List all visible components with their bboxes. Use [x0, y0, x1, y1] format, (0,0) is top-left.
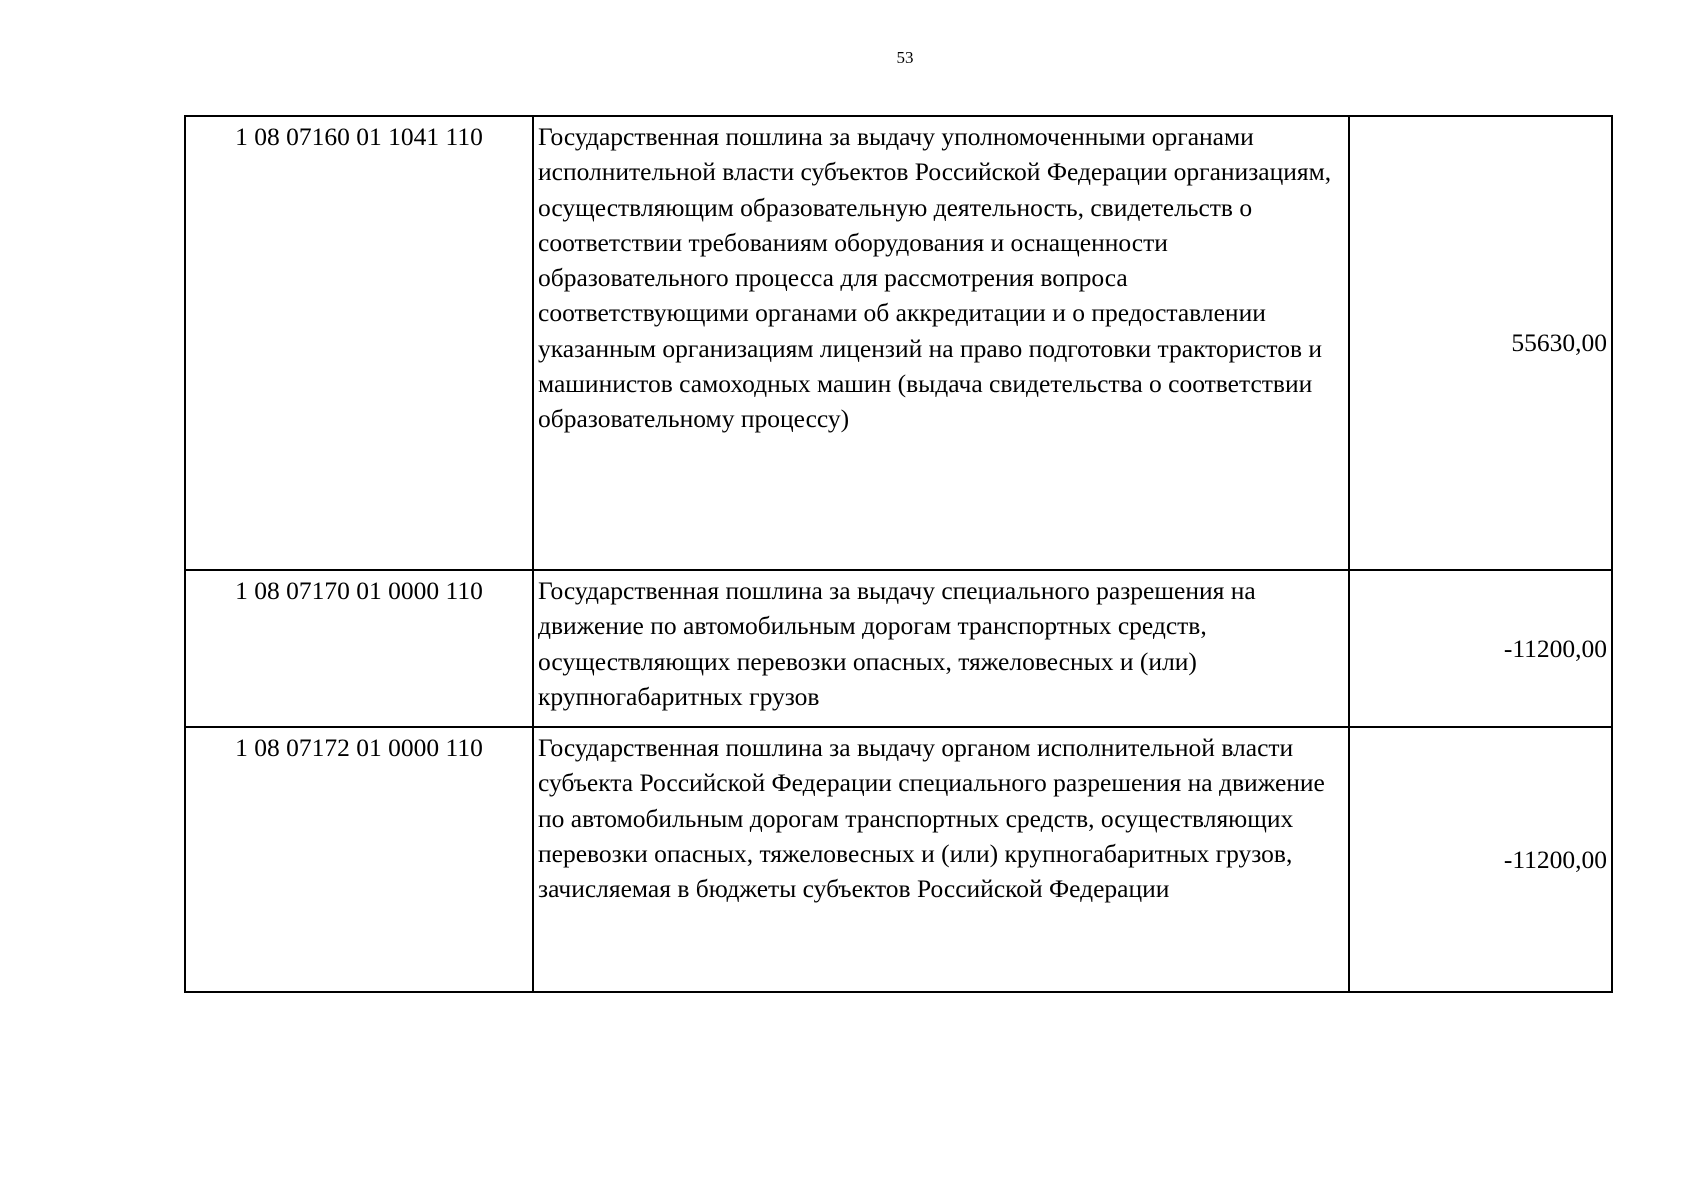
description: Государственная пошлина за выдачу уполномоченными органами исполнительной власти субъектов Российской Федерации организациям, осуществляющим образовательную деятельность, свидетельств о соответствии требованиям оборудования и оснащенности образовательного процесса для рассмотрения вопроса соответствующими органами об аккредитации и о предоставлении указанным организациям лицензий на право подготовки трактористов и машинистов самоходных машин (выдача свидетельства о соответствии образовательному процессу)	[533, 116, 1349, 570]
budget-code: 1 08 07160 01 1041 110	[185, 116, 533, 570]
table-row	[185, 727, 1612, 992]
amount: -11200,00	[1349, 727, 1612, 992]
amount: 55630,00	[1349, 116, 1612, 570]
description: Государственная пошлина за выдачу органом исполнительной власти субъекта Российской Федерации специального разрешения на движение по автомобильным дорогам транспортных средств, осуществляющих перевозки опасных, тяжеловесных и (или) крупногабаритных грузов, зачисляемая в бюджеты субъектов Российской Федерации	[533, 727, 1349, 992]
table-row	[185, 116, 1612, 570]
budget-table	[184, 115, 1613, 993]
budget-code: 1 08 07172 01 0000 110	[185, 727, 533, 992]
amount: -11200,00	[1349, 570, 1612, 727]
budget-code: 1 08 07170 01 0000 110	[185, 570, 533, 727]
table-row	[185, 570, 1612, 727]
description: Государственная пошлина за выдачу специального разрешения на движение по автомобильным дорогам транспортных средств, осуществляющих перевозки опасных, тяжеловесных и (или) крупногабаритных грузов	[533, 570, 1349, 727]
page-number: 53	[896, 48, 914, 67]
